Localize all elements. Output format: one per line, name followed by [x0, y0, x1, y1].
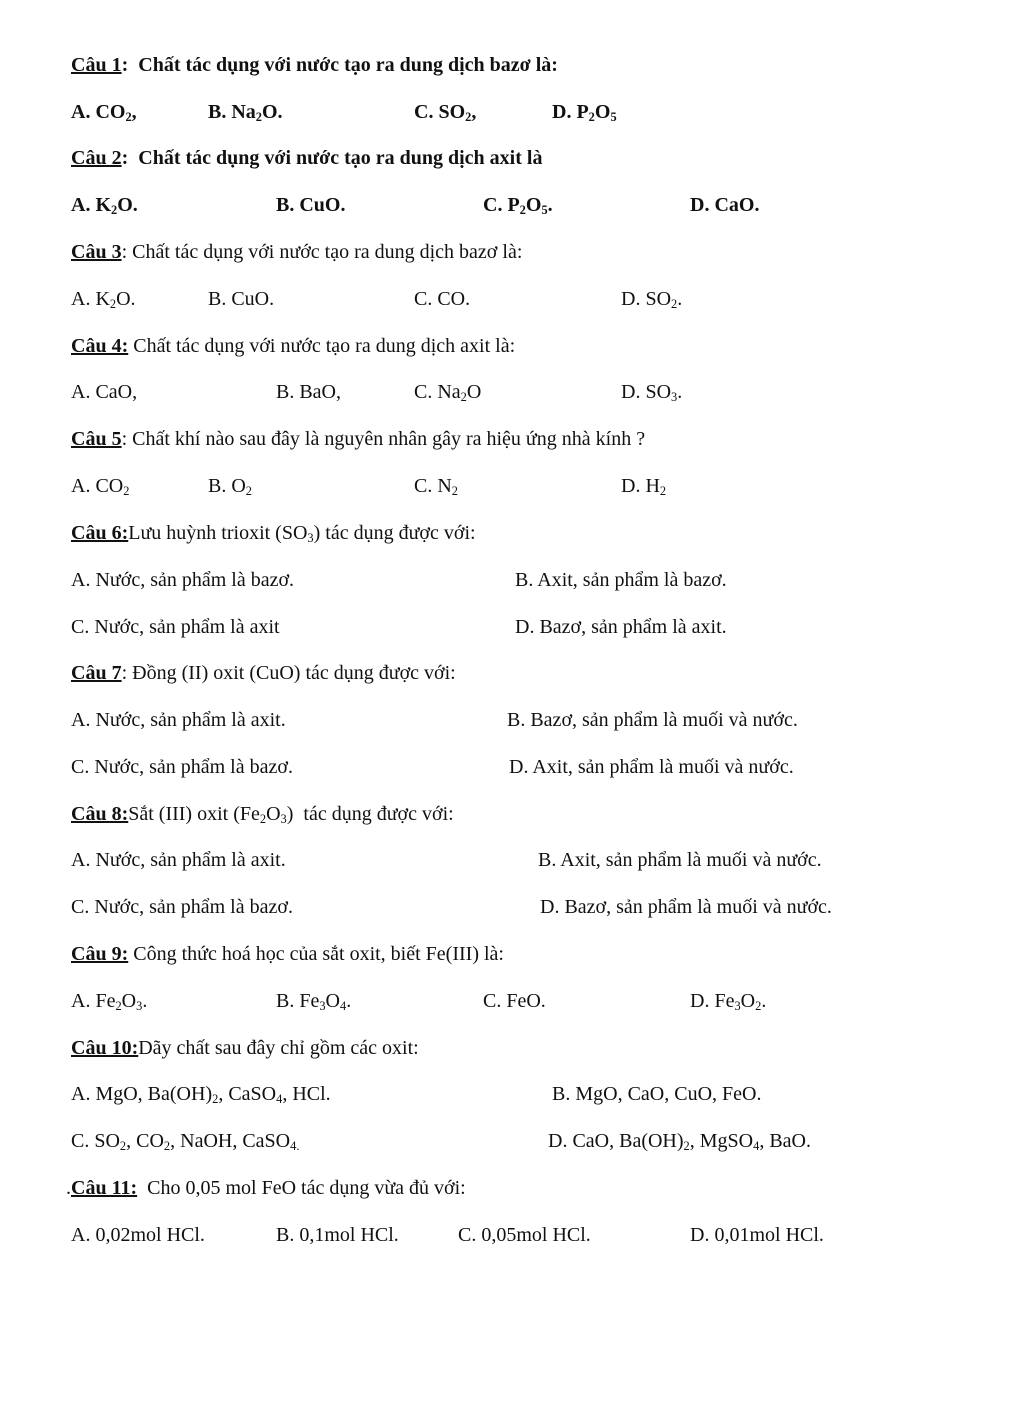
question-11-option-d — [690, 1220, 824, 1250]
option-letter: B. — [507, 709, 531, 731]
question-3-stem-text — [71, 237, 522, 267]
option-letter: D. — [690, 1224, 715, 1246]
option-text: $Na_2O$. — [231, 101, 283, 125]
question-4-option-a — [71, 377, 137, 407]
question-7-option-c — [71, 752, 293, 782]
question-2-text: Chất tác dụng với nước tạo ra dung dịch axit là — [138, 147, 543, 169]
option-text: 0,1mol HCl. — [299, 1224, 399, 1246]
option-text: Nước, sản phẩm là axit — [94, 616, 280, 638]
question-6-option-d — [515, 612, 727, 642]
option-text: CaO, $Ba(OH)_2$, MgSO$_4$, BaO. — [572, 1130, 811, 1154]
option-letter: C. — [71, 756, 95, 778]
question-10-option-b — [552, 1079, 761, 1109]
question-9-text: Công thức hoá học của sắt oxit, biết Fe(III) là: — [133, 943, 504, 965]
option-letter: D. — [621, 475, 646, 497]
option-text: MgO, CaO, CuO, FeO. — [575, 1083, 762, 1105]
question-9-option-d — [690, 986, 766, 1016]
question-6-options-row-1 — [0, 565, 1024, 595]
question-4-label: Câu 4: — [71, 335, 129, 357]
question-2-option-b — [276, 190, 345, 220]
question-7-option-d — [509, 752, 794, 782]
option-text: $H_2$ — [645, 475, 667, 499]
option-text: Bazơ, sản phẩm là muối và nước. — [564, 896, 832, 918]
option-letter: B. — [276, 194, 300, 216]
question-9-stem-text — [71, 939, 504, 969]
question-5-option-b — [208, 471, 252, 501]
question-6-stem-text — [71, 518, 476, 548]
option-text: $SO_3$. — [645, 381, 683, 405]
option-text: CuO. — [299, 194, 346, 216]
option-letter: C. — [414, 381, 438, 403]
option-text: $P_2O_5$ — [576, 101, 617, 125]
option-text: 0,01mol HCl. — [714, 1224, 824, 1246]
question-3-option-b — [208, 284, 274, 314]
question-4-stem-text — [71, 331, 515, 361]
question-8-option-d — [540, 892, 832, 922]
question-11-option-b — [276, 1220, 399, 1250]
question-5-option-d — [621, 471, 666, 501]
question-4-text: Chất tác dụng với nước tạo ra dung dịch axit là: — [133, 335, 516, 357]
option-text: $K_2O$. — [95, 288, 136, 312]
option-text: $O_2$ — [231, 475, 252, 499]
question-1-label: Câu 1 — [71, 54, 122, 76]
question-3-option-d — [621, 284, 682, 314]
question-3-options-row-1 — [0, 284, 1024, 314]
question-4-option-c — [414, 377, 481, 407]
question-8-stem — [0, 799, 1024, 829]
option-letter: A. — [71, 381, 96, 403]
question-2-stem-text — [71, 143, 542, 173]
question-8-label: Câu 8: — [71, 803, 129, 825]
option-letter: A. — [71, 849, 96, 871]
option-letter: B. — [552, 1083, 576, 1105]
option-letter: C. — [414, 101, 439, 123]
question-label-separator: : — [121, 54, 139, 76]
option-text: BaO, — [299, 381, 342, 403]
option-text: $SO_2$, — [438, 101, 477, 125]
question-5-option-c — [414, 471, 458, 501]
question-2-stem — [0, 143, 1024, 173]
option-letter: A. — [71, 194, 96, 216]
option-text: Bazơ, sản phẩm là muối và nước. — [530, 709, 798, 731]
question-1-stem — [0, 50, 1024, 80]
option-letter: A. — [71, 709, 96, 731]
option-letter: D. — [552, 101, 577, 123]
question-1-option-a — [71, 97, 137, 127]
option-letter: D. — [621, 288, 646, 310]
question-7-stem-text — [71, 658, 456, 688]
question-5-text: Chất khí nào sau đây là nguyên nhân gây ra hiệu ứng nhà kính ? — [132, 428, 646, 450]
question-11-label: Câu 11: — [71, 1177, 138, 1199]
option-letter: B. — [276, 1224, 300, 1246]
question-1-option-c — [414, 97, 476, 127]
option-text: MgO, $Ba(OH)_2$, CaSO$_4$, HCl. — [95, 1083, 331, 1107]
question-2-option-a — [71, 190, 138, 220]
question-8-option-b — [538, 845, 822, 875]
question-10-stem-text — [71, 1033, 419, 1063]
question-2-options-row-1 — [0, 190, 1024, 220]
option-letter: D. — [540, 896, 565, 918]
option-letter: B. — [276, 990, 300, 1012]
option-letter: A. — [71, 288, 96, 310]
question-3-option-a — [71, 284, 136, 314]
question-4-options-row-1 — [0, 377, 1024, 407]
question-7-stem — [0, 658, 1024, 688]
option-letter: A. — [71, 1083, 96, 1105]
option-letter: D. — [515, 616, 540, 638]
option-letter: C. — [483, 194, 508, 216]
option-text: 0,02mol HCl. — [95, 1224, 205, 1246]
question-3-text: Chất tác dụng với nước tạo ra dung dịch bazơ là: — [132, 241, 523, 263]
option-text: $K_2O$. — [95, 194, 138, 218]
option-text: $SO_2$, $CO_2$, NaOH, CaSO$_{4.}$ — [94, 1130, 300, 1154]
option-letter: C. — [71, 896, 95, 918]
question-label-separator: : — [121, 147, 139, 169]
question-label-separator — [137, 1177, 147, 1199]
option-text: $P_2O_5$. — [507, 194, 553, 218]
question-9-option-c — [483, 986, 546, 1016]
option-letter: C. — [458, 1224, 482, 1246]
question-7-text: Đồng (II) oxit (CuO) tác dụng được với: — [132, 662, 456, 684]
option-letter: D. — [509, 756, 533, 778]
question-7-label: Câu 7 — [71, 662, 122, 684]
question-4-stem — [0, 331, 1024, 361]
option-text: $Fe_3O_4$. — [299, 990, 352, 1014]
question-3-label: Câu 3 — [71, 241, 122, 263]
option-letter: A. — [71, 569, 96, 591]
question-10-options-row-1 — [0, 1079, 1024, 1109]
option-letter: B. — [515, 569, 538, 591]
question-10-text: Dãy chất sau đây chỉ gồm các oxit: — [138, 1037, 419, 1059]
question-6-option-a — [71, 565, 294, 595]
question-1-stem-text — [71, 50, 558, 80]
option-letter: D. — [690, 990, 715, 1012]
option-letter: C. — [414, 475, 438, 497]
question-4-option-d — [621, 377, 682, 407]
option-letter: A. — [71, 1224, 96, 1246]
question-5-stem-text — [71, 424, 645, 454]
option-text: CuO. — [231, 288, 275, 310]
question-6-option-b — [515, 565, 727, 595]
question-1-option-b — [208, 97, 283, 127]
question-9-option-a — [71, 986, 147, 1016]
option-letter: B. — [208, 475, 232, 497]
option-text: Nước, sản phẩm là bazơ. — [94, 896, 293, 918]
question-5-stem — [0, 424, 1024, 454]
option-text: $Fe_2O_3$. — [95, 990, 148, 1014]
option-letter: C. — [71, 616, 95, 638]
question-label-separator: : — [121, 241, 133, 263]
question-5-option-a — [71, 471, 129, 501]
option-letter: D. — [690, 194, 715, 216]
option-text: $N_2$ — [437, 475, 458, 499]
question-6-stem — [0, 518, 1024, 548]
question-7-option-b — [507, 705, 798, 735]
question-1-option-d — [552, 97, 617, 127]
question-8-stem-text — [71, 799, 454, 829]
option-text: $Fe_3O_2$. — [714, 990, 767, 1014]
question-8-options-row-2 — [0, 892, 1024, 922]
question-10-option-a — [71, 1079, 331, 1109]
option-text: 0,05mol HCl. — [481, 1224, 591, 1246]
question-11-option-c — [458, 1220, 591, 1250]
question-6-text: Lưu huỳnh trioxit $(SO_3)$ tác dụng được với: — [128, 522, 476, 546]
question-11-stem — [0, 1173, 1024, 1203]
question-8-option-c — [71, 892, 293, 922]
question-prefix: . — [66, 1177, 71, 1199]
option-text: Nước, sản phẩm là bazơ. — [95, 569, 295, 591]
question-8-option-a — [71, 845, 286, 875]
option-text: Axit, sản phẩm là muối và nước. — [532, 756, 794, 778]
option-text: Nước, sản phẩm là axit. — [95, 709, 286, 731]
option-text: $CO_2$, — [95, 101, 137, 125]
question-6-label: Câu 6: — [71, 522, 129, 544]
option-letter: B. — [208, 288, 232, 310]
question-7-options-row-2 — [0, 752, 1024, 782]
option-letter: C. — [483, 990, 507, 1012]
question-10-stem — [0, 1033, 1024, 1063]
option-text: CaO. — [714, 194, 760, 216]
question-5-label: Câu 5 — [71, 428, 122, 450]
question-5-options-row-1 — [0, 471, 1024, 501]
question-2-option-c — [483, 190, 553, 220]
option-text: Bazơ, sản phẩm là axit. — [539, 616, 727, 638]
question-8-text: Sắt (III) oxit $(Fe_2O_3)$ tác dụng được với: — [128, 803, 454, 827]
option-text: Nước, sản phẩm là bazơ. — [94, 756, 293, 778]
option-letter: C. — [414, 288, 438, 310]
question-10-label: Câu 10: — [71, 1037, 139, 1059]
question-9-option-b — [276, 986, 351, 1016]
question-11-text: Cho 0,05 mol FeO tác dụng vừa đủ với: — [147, 1177, 466, 1199]
option-letter: B. — [276, 381, 300, 403]
question-10-option-d — [548, 1126, 811, 1156]
question-7-option-a — [71, 705, 286, 735]
question-label-separator: : — [121, 428, 133, 450]
question-9-label: Câu 9: — [71, 943, 129, 965]
question-9-stem — [0, 939, 1024, 969]
option-text: CO. — [437, 288, 471, 310]
question-10-options-row-2 — [0, 1126, 1024, 1156]
question-2-label: Câu 2 — [71, 147, 122, 169]
question-11-options-row-1 — [0, 1220, 1024, 1250]
option-letter: C. — [71, 1130, 95, 1152]
question-7-options-row-1 — [0, 705, 1024, 735]
option-text: $Na_2O$ — [437, 381, 482, 405]
question-8-options-row-1 — [0, 845, 1024, 875]
option-text: Nước, sản phẩm là axit. — [95, 849, 286, 871]
question-2-option-d — [690, 190, 759, 220]
option-letter: B. — [208, 101, 232, 123]
option-letter: D. — [548, 1130, 573, 1152]
option-letter: A. — [71, 475, 96, 497]
option-text: FeO. — [506, 990, 546, 1012]
question-4-option-b — [276, 377, 341, 407]
option-text: CaO, — [95, 381, 138, 403]
option-letter: B. — [538, 849, 561, 871]
option-text: Axit, sản phẩm là muối và nước. — [560, 849, 822, 871]
question-10-option-c — [71, 1126, 299, 1156]
option-text: Axit, sản phẩm là bazơ. — [537, 569, 727, 591]
question-1-text: Chất tác dụng với nước tạo ra dung dịch bazơ là: — [138, 54, 558, 76]
option-letter: A. — [71, 990, 96, 1012]
question-3-stem — [0, 237, 1024, 267]
option-text: $CO_2$ — [95, 475, 130, 499]
question-label-separator: : — [121, 662, 133, 684]
question-3-option-c — [414, 284, 470, 314]
option-letter: D. — [621, 381, 646, 403]
question-6-options-row-2 — [0, 612, 1024, 642]
question-9-options-row-1 — [0, 986, 1024, 1016]
option-text: $SO_2$. — [645, 288, 683, 312]
question-1-options-row-1 — [0, 97, 1024, 127]
question-11-option-a — [71, 1220, 205, 1250]
question-6-option-c — [71, 612, 280, 642]
option-letter: A. — [71, 101, 96, 123]
question-11-stem-text — [66, 1173, 466, 1203]
